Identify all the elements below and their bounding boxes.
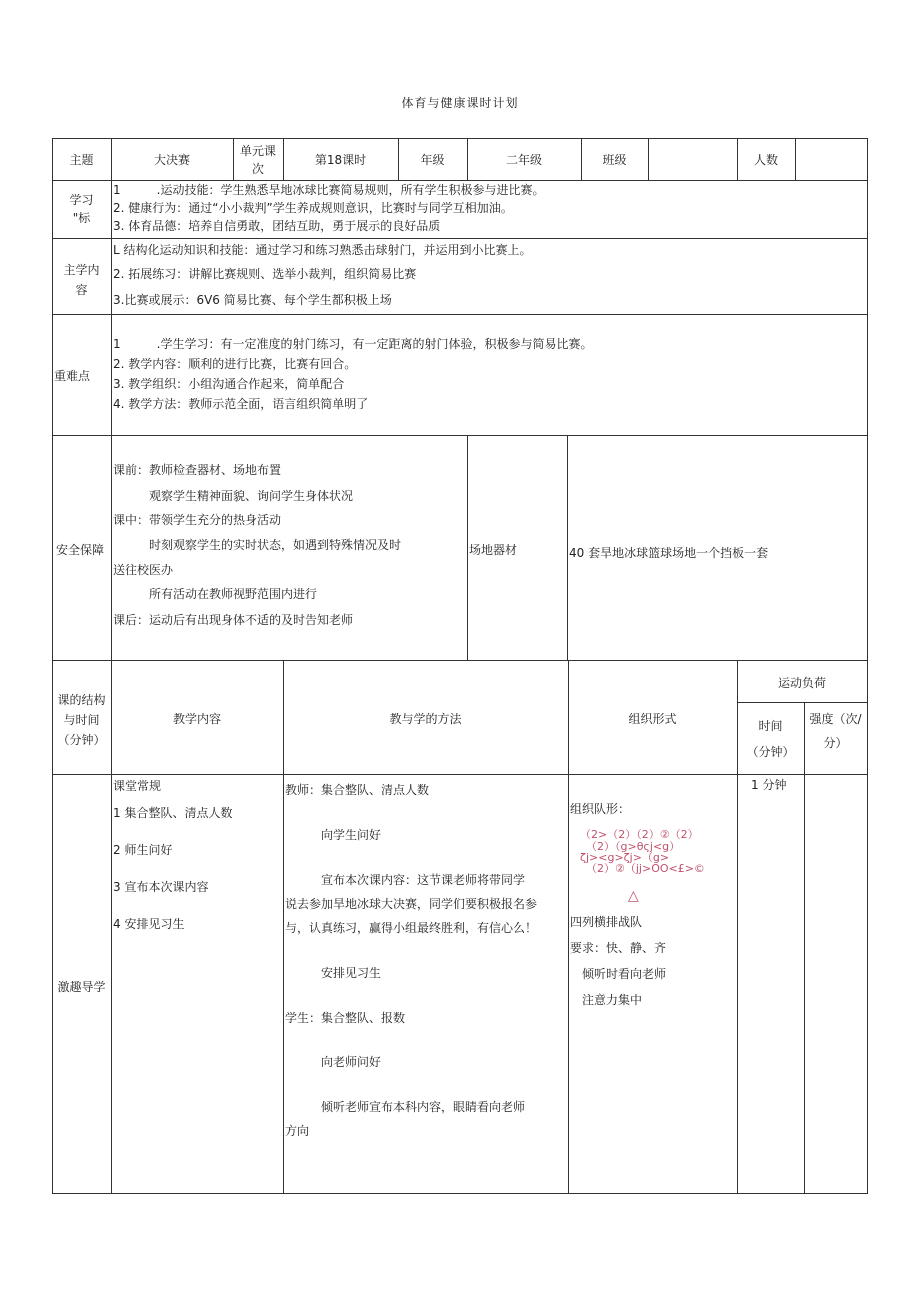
formation-diagram: （2>（2）（2）②（2）: [580, 828, 699, 841]
org-line: 倾听时看向老师: [570, 967, 667, 981]
safety-line: 观察学生精神面貌、询问学生身体状况: [113, 489, 354, 503]
page-title: 体育与健康课时计划: [401, 96, 519, 110]
section-content-item: 课堂常规: [113, 779, 162, 793]
org-line: 注意力集中: [570, 993, 643, 1007]
section-content-item: 1 集合整队、清点人数: [113, 806, 233, 820]
time-header: 时间: [758, 719, 783, 733]
col-divider: [795, 138, 796, 180]
structure-label: （分钟）: [57, 733, 106, 747]
content-label: 主学内: [63, 263, 100, 277]
teaching-content-header: 教学内容: [172, 712, 221, 726]
method-line: 向老师问好: [285, 1055, 382, 1069]
col-divider: [567, 435, 568, 661]
content-item: 3.比赛或展示：6V6 简易比赛、每个学生都积极上场: [113, 293, 392, 307]
method-line: 倾听老师宣布本科内容，眼睛看向老师: [285, 1100, 526, 1114]
col-divider: [568, 660, 569, 1194]
col-divider: [648, 138, 649, 180]
col-divider: [804, 702, 805, 1194]
safety-line: 时刻观察学生的实时状态，如遇到特殊情况及时: [113, 538, 402, 552]
unit-label: 次: [251, 162, 264, 176]
goal-item: 3. 体育品德：培养自信勇敢，团结互助，勇于展示的良好品质: [113, 219, 441, 233]
section-content-item: 3 宣布本次课内容: [113, 880, 209, 894]
content-item: 2. 拓展练习：讲解比赛规则、选举小裁判，组织简易比赛: [113, 267, 417, 281]
intensity-header: 分）: [823, 736, 848, 750]
method-line: 说去参加旱地冰球大决赛，同学们要积极报名参: [285, 897, 538, 911]
row-divider: [52, 774, 868, 775]
org-line: 要求：快、静、齐: [570, 941, 667, 955]
section-content-item: 4 安排见习生: [113, 917, 185, 931]
intensity-header: 强度（次/: [809, 712, 862, 726]
table-border-top: [52, 138, 868, 139]
goals-label: "标: [72, 211, 91, 225]
table-border-right: [867, 138, 868, 1194]
col-divider: [467, 435, 468, 661]
method-line: 宣布本次课内容：这节课老师将带同学: [285, 873, 526, 887]
section-content-item: 2 师生问好: [113, 843, 173, 857]
keypoint-item: 2. 教学内容：顺利的进行比赛，比赛有回合。: [113, 357, 357, 371]
structure-label: 与时间: [63, 713, 100, 727]
row-divider: [737, 702, 868, 703]
time-value: 1 分钟: [751, 778, 787, 792]
method-line: 学生：集合整队、报数: [285, 1011, 406, 1025]
keypoint-item: 1 .学生学习：有一定准度的射门练习，有一定距离的射门体验，积极参与简易比赛。: [113, 337, 593, 351]
methods-header: 教与学的方法: [389, 712, 462, 726]
safety-line: 课后：运动后有出现身体不适的及时告知老师: [113, 613, 354, 627]
row-divider: [52, 180, 868, 181]
row-divider: [52, 660, 868, 661]
equipment-label: 场地器材: [469, 543, 518, 557]
safety-line: 送往校医办: [113, 563, 174, 577]
time-header: （分钟）: [746, 745, 795, 759]
class-label: 班级: [602, 153, 627, 167]
org-title: 组织队形：: [570, 802, 631, 816]
keypoints-label: 重难点: [54, 369, 91, 383]
col-divider: [283, 660, 284, 1194]
formation-diagram: （2）②（jj>OO<£>©: [586, 862, 705, 875]
grade-value: 二年级: [505, 153, 542, 167]
row-divider: [52, 314, 868, 315]
method-line: 向学生问好: [285, 828, 382, 842]
formation-diagram: （2）（g>θςj<g）: [586, 840, 681, 853]
goal-item: 2. 健康行为：通过“小小裁判”学生养成规则意识，比赛时与同学互相加油。: [113, 201, 513, 215]
safety-line: 所有活动在教师视野范围内进行: [113, 587, 318, 601]
row-divider: [52, 238, 868, 239]
topic-value: 大决赛: [153, 153, 190, 167]
row-divider: [52, 435, 868, 436]
content-label: 容: [75, 283, 88, 297]
col-divider: [737, 660, 738, 1194]
keypoint-item: 3. 教学组织：小组沟通合作起来，简单配合: [113, 377, 345, 391]
goals-label: 学习: [69, 193, 94, 207]
method-line: 教师：集合整队、清点人数: [285, 783, 430, 797]
method-line: 与，认真练习，赢得小组最终胜利，有信心么！: [285, 921, 538, 935]
count-label: 人数: [753, 153, 778, 167]
teacher-triangle-icon: △: [628, 888, 639, 904]
organization-header: 组织形式: [628, 712, 677, 726]
grade-label: 年级: [420, 153, 445, 167]
structure-label: 课的结构: [57, 693, 106, 707]
section-label: 激趣导学: [57, 980, 106, 994]
lesson-number: 第18课时: [314, 153, 367, 167]
keypoint-item: 4. 教学方法：教师示范全面，语言组织简单明了: [113, 397, 369, 411]
topic-label: 主题: [69, 153, 94, 167]
table-border-bottom: [52, 1193, 868, 1194]
safety-label: 安全保障: [56, 543, 105, 557]
content-item: L 结构化运动知识和技能：通过学习和练习熟悉击球射门，并运用到小比赛上。: [113, 243, 532, 257]
load-header: 运动负荷: [777, 676, 826, 690]
equipment-value: 40 套旱地冰球篮球场地一个挡板一套: [569, 546, 769, 560]
safety-line: 课中：带领学生充分的热身活动: [113, 513, 282, 527]
method-line: 安排见习生: [285, 966, 382, 980]
formation-diagram: ζj><g>ζj>（g>: [580, 851, 670, 864]
safety-line: 课前：教师检查器材、场地布置: [113, 463, 282, 477]
col-divider: [111, 138, 112, 1194]
method-line: 方向: [285, 1124, 310, 1138]
unit-label: 单元课: [239, 144, 276, 158]
goal-item: 1 .运动技能：学生熟悉旱地冰球比赛简易规则，所有学生积极参与进比赛。: [113, 183, 545, 197]
org-line: 四列横排战队: [570, 915, 643, 929]
